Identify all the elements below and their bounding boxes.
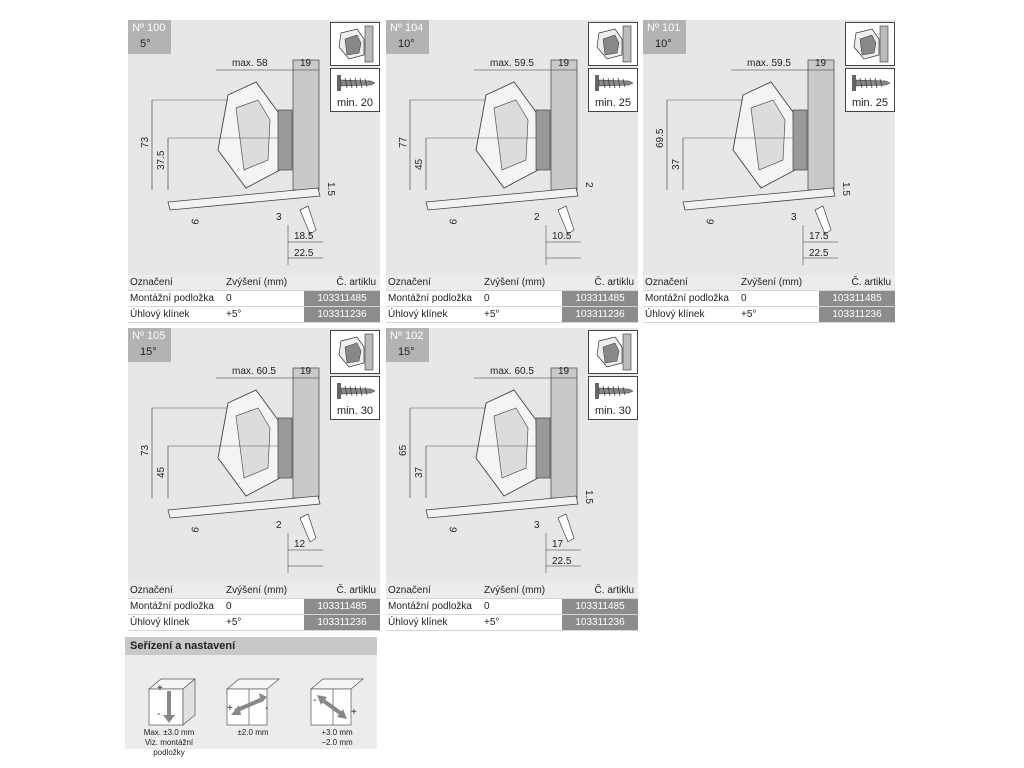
table-row — [386, 291, 638, 307]
model-number: Nº 101 — [647, 22, 681, 34]
hinge-panel-105 — [128, 328, 380, 630]
dim-total-height: 69.5 — [655, 128, 666, 148]
dim-max: max. 59.5 — [747, 58, 791, 69]
table-row — [128, 291, 380, 307]
hinge-panel-102 — [386, 328, 638, 630]
header-height: Zvýšení (mm) — [741, 277, 803, 288]
row-value: +5° — [484, 309, 500, 320]
row-article: 103311236 — [562, 615, 638, 630]
hinge-mount-icon — [589, 23, 637, 65]
dim-d2: 22.5 — [294, 248, 314, 259]
plus-sign: + — [351, 707, 357, 718]
dim-mid-height: 45 — [414, 158, 425, 170]
height-adjust-icon — [307, 677, 367, 727]
row-value: 0 — [741, 293, 747, 304]
model-angle: 10° — [655, 38, 672, 50]
header-designation: Označení — [130, 277, 173, 288]
dim-door: 6 — [190, 218, 202, 226]
dim-mid-height: 37.5 — [156, 150, 167, 170]
dim-plate: 19 — [815, 58, 827, 69]
minus-sign: - — [313, 695, 317, 706]
row-value: 0 — [226, 293, 232, 304]
dim-plate: 19 — [300, 58, 312, 69]
depth-adjust-icon — [139, 677, 199, 727]
hinge-drawing — [386, 328, 638, 583]
row-value: +5° — [741, 309, 757, 320]
plus-sign: + — [227, 703, 233, 714]
header-height: Zvýšení (mm) — [484, 277, 546, 288]
row-value: +5° — [226, 309, 242, 320]
model-number: Nº 102 — [390, 330, 424, 342]
dim-total-height: 73 — [140, 136, 151, 148]
table-row — [128, 599, 380, 615]
dim-edge: 2 — [534, 212, 540, 223]
screw-icon — [589, 69, 637, 97]
model-angle: 10° — [398, 38, 415, 50]
model-number: Nº 105 — [132, 330, 166, 342]
screw-icon-box — [330, 376, 380, 420]
model-angle: 15° — [398, 346, 415, 358]
row-article: 103311236 — [562, 307, 638, 322]
dim-max: max. 59.5 — [490, 58, 534, 69]
table-header — [128, 583, 380, 599]
row-article: 103311485 — [562, 599, 638, 614]
model-number: Nº 104 — [390, 22, 424, 34]
dim-door: 6 — [448, 218, 460, 226]
header-designation: Označení — [130, 585, 173, 596]
row-name: Úhlový klínek — [645, 309, 705, 320]
hinge-mount-icon — [589, 331, 637, 373]
table-row — [643, 307, 895, 323]
dim-d1: 17.5 — [809, 231, 829, 242]
dim-gap: 2 — [583, 182, 594, 188]
table-header — [386, 275, 638, 291]
dim-d1: 10.5 — [552, 231, 572, 242]
dim-plate: 19 — [300, 366, 312, 377]
screw-min-length: min. 25 — [851, 97, 889, 109]
screw-min-length: min. 30 — [336, 405, 374, 417]
side-adjust-icon — [223, 677, 283, 727]
dim-d1: 17 — [552, 539, 564, 550]
adjustment-title: Seřízení a nastavení — [125, 637, 377, 655]
row-value: +5° — [484, 617, 500, 628]
header-article: Č. artiklu — [594, 585, 634, 596]
adjust-side-cell — [223, 677, 283, 727]
screw-min-length: min. 20 — [336, 97, 374, 109]
dim-door: 6 — [705, 218, 717, 226]
table-header — [386, 583, 638, 599]
dim-total-height: 77 — [398, 136, 409, 148]
header-article: Č. artiklu — [594, 277, 634, 288]
header-article: Č. artiklu — [336, 585, 376, 596]
row-name: Montážní podložka — [130, 293, 214, 304]
row-value: +5° — [226, 617, 242, 628]
dim-total-height: 73 — [140, 444, 151, 456]
row-article: 103311485 — [304, 599, 380, 614]
row-article: 103311236 — [304, 615, 380, 630]
hinge-drawing — [643, 20, 895, 275]
hinge-mount-icon — [846, 23, 894, 65]
dim-edge: 3 — [534, 520, 540, 531]
adjust-depth-label: Max. ±3.0 mm Viz. montážní podložky — [143, 728, 195, 757]
model-angle: 15° — [140, 346, 157, 358]
adjust-side-label: ±2.0 mm — [237, 728, 269, 737]
dim-max: max. 60.5 — [490, 366, 534, 377]
header-designation: Označení — [645, 277, 688, 288]
screw-icon — [846, 69, 894, 97]
hinge-panel-100 — [128, 20, 380, 322]
row-article: 103311485 — [562, 291, 638, 306]
table-row — [128, 615, 380, 631]
minus-sign: - — [265, 703, 269, 714]
hinge-drawing — [128, 328, 380, 583]
table-row — [643, 291, 895, 307]
model-badge — [386, 20, 429, 54]
header-height: Zvýšení (mm) — [484, 585, 546, 596]
article-table — [643, 275, 895, 323]
table-row — [386, 307, 638, 323]
dim-max: max. 60.5 — [232, 366, 276, 377]
dim-edge: 2 — [276, 520, 282, 531]
table-header — [128, 275, 380, 291]
hinge-mount-icon — [331, 331, 379, 373]
row-name: Úhlový klínek — [130, 617, 190, 628]
row-article: 103311485 — [819, 291, 895, 306]
header-designation: Označení — [388, 277, 431, 288]
row-article: 103311236 — [304, 307, 380, 322]
header-designation: Označení — [388, 585, 431, 596]
header-article: Č. artiklu — [336, 277, 376, 288]
row-name: Úhlový klínek — [388, 617, 448, 628]
dim-d2: 22.5 — [552, 556, 572, 567]
row-name: Montážní podložka — [388, 601, 472, 612]
row-name: Úhlový klínek — [388, 309, 448, 320]
row-value: 0 — [226, 601, 232, 612]
hinge-drawing — [128, 20, 380, 275]
screw-min-length: min. 30 — [594, 405, 632, 417]
row-name: Montážní podložka — [645, 293, 729, 304]
table-row — [386, 599, 638, 615]
dim-max: max. 58 — [232, 58, 268, 69]
minus-sign: - — [157, 709, 161, 720]
adjust-depth-cell — [139, 677, 199, 727]
model-badge — [386, 328, 429, 362]
dim-edge: 3 — [276, 212, 282, 223]
screw-icon — [331, 377, 379, 405]
row-name: Montážní podložka — [388, 293, 472, 304]
model-number: Nº 100 — [132, 22, 166, 34]
adjustment-section — [125, 637, 377, 757]
dim-plate: 19 — [558, 366, 570, 377]
table-header — [643, 275, 895, 291]
screw-icon-box — [845, 68, 895, 112]
model-badge — [643, 20, 686, 54]
screw-icon-box — [330, 68, 380, 112]
dim-mid-height: 45 — [156, 466, 167, 478]
hinge-panel-104 — [386, 20, 638, 322]
dim-d2: 22.5 — [809, 248, 829, 259]
row-article: 103311236 — [819, 307, 895, 322]
screw-icon — [589, 377, 637, 405]
dim-d1: 12 — [294, 539, 306, 550]
row-name: Montážní podložka — [130, 601, 214, 612]
article-table — [386, 583, 638, 631]
screw-icon-box — [588, 376, 638, 420]
row-article: 103311485 — [304, 291, 380, 306]
dim-mid-height: 37 — [414, 466, 425, 478]
dim-gap: 1.5 — [840, 182, 851, 196]
dim-door: 6 — [190, 526, 202, 534]
model-badge — [128, 328, 171, 362]
adjust-height-cell — [307, 677, 367, 727]
mounting-icon — [588, 330, 638, 374]
table-row — [128, 307, 380, 323]
mounting-icon — [330, 22, 380, 66]
row-name: Úhlový klínek — [130, 309, 190, 320]
dim-door: 6 — [448, 526, 460, 534]
model-angle: 5° — [140, 38, 151, 50]
header-article: Č. artiklu — [851, 277, 891, 288]
mounting-icon — [330, 330, 380, 374]
screw-icon-box — [588, 68, 638, 112]
table-row — [386, 615, 638, 631]
article-table — [128, 583, 380, 631]
screw-icon — [331, 69, 379, 97]
article-table — [128, 275, 380, 323]
mounting-icon — [588, 22, 638, 66]
article-table — [386, 275, 638, 323]
header-height: Zvýšení (mm) — [226, 585, 288, 596]
dim-plate: 19 — [558, 58, 570, 69]
row-value: 0 — [484, 601, 490, 612]
adjustment-body — [125, 655, 377, 757]
plus-sign: + — [157, 683, 163, 694]
row-value: 0 — [484, 293, 490, 304]
dim-total-height: 65 — [398, 444, 409, 456]
hinge-panel-101 — [643, 20, 895, 322]
header-height: Zvýšení (mm) — [226, 277, 288, 288]
model-badge — [128, 20, 171, 54]
dim-gap: 1.5 — [325, 182, 336, 196]
hinge-drawing — [386, 20, 638, 275]
mounting-icon — [845, 22, 895, 66]
dim-d1: 18.5 — [294, 231, 314, 242]
screw-min-length: min. 25 — [594, 97, 632, 109]
hinge-mount-icon — [331, 23, 379, 65]
dim-mid-height: 37 — [671, 158, 682, 170]
dim-gap: 1.5 — [583, 490, 594, 504]
adjust-height-label: +3.0 mm −2.0 mm — [321, 728, 353, 747]
dim-edge: 3 — [791, 212, 797, 223]
